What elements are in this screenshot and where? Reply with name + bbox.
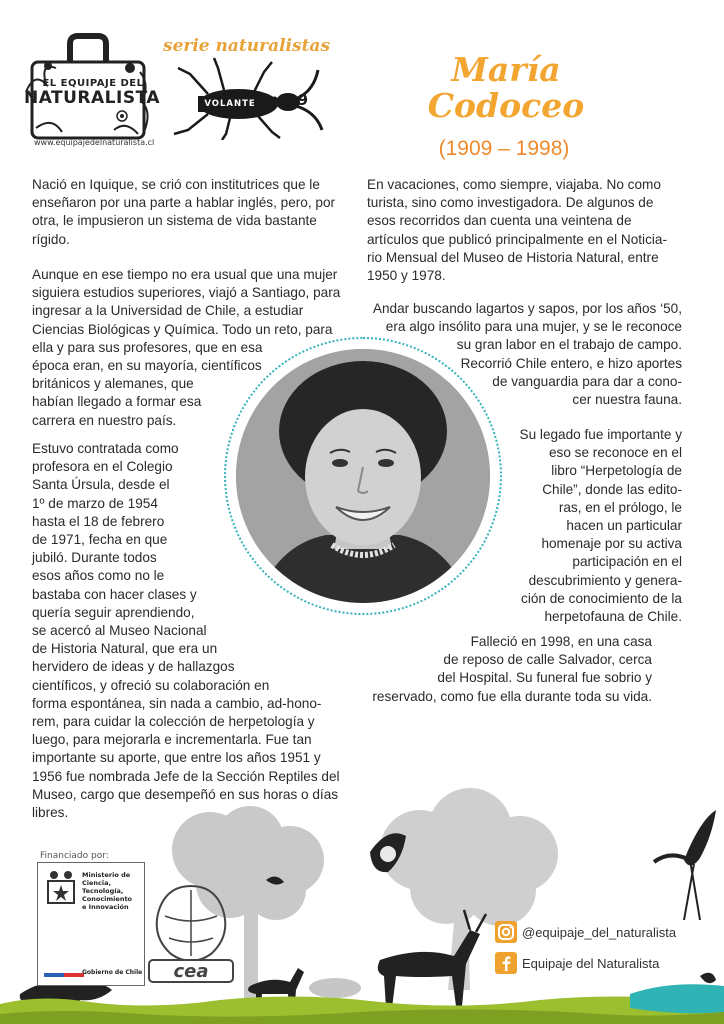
portrait-photo <box>236 349 490 603</box>
text-line: británicos y alemanes, que <box>32 376 194 392</box>
text-line: profesora en el Colegio <box>32 459 173 475</box>
text-line: época eran, en su mayoría, científicos <box>32 358 262 374</box>
text-line: siguiera estudios superiores, viajó a Santiago, para <box>32 285 341 301</box>
instagram-icon[interactable] <box>495 921 517 943</box>
ministry-line: Ciencia, <box>82 879 111 887</box>
text-line: cer nuestra fauna. <box>572 392 682 408</box>
text-line: homenaje por su activa <box>541 536 682 552</box>
text-line: Estuvo contratada como <box>32 441 179 456</box>
text-line: herpetofauna de Chile. <box>544 609 682 625</box>
ministry-line: Ministerio de <box>82 871 131 879</box>
text-line: Aunque en ese tiempo no era usual que una mujer <box>32 267 338 282</box>
text-line: hacen un particular <box>566 518 682 534</box>
text-line: bastaba con hacer clases y <box>32 586 197 602</box>
text-line: 1950 y 1978. <box>367 268 446 284</box>
cea-logo-icon <box>145 876 237 986</box>
text-line: 1956 fue nombrada Jefe de la Sección Reptiles del <box>32 768 340 784</box>
text-line: ella y para sus profesores, que en esa <box>32 339 263 355</box>
text-line: de Historia Natural, que era un <box>32 641 218 657</box>
instagram-handle[interactable]: @equipaje_del_naturalista <box>522 925 677 940</box>
text-line: libro “Herpetología de <box>551 463 682 479</box>
volante-label: VOLANTE <box>198 96 262 112</box>
flag-bar-blue <box>44 973 64 977</box>
text-line: de vanguardia para dar a cono- <box>492 373 682 389</box>
text-line: hervidero de ideas y de hallazgos <box>32 659 235 675</box>
volante-number: nº19 <box>268 91 309 109</box>
text-line: enseñaron por una parte a hablar inglés, pero, por <box>32 195 336 211</box>
text-line: científicos, y ofreció su colaboración en <box>32 677 270 693</box>
text-line: carrera en nuestro país. <box>32 412 177 428</box>
name-last: Codoceo <box>427 86 585 125</box>
text-line: forma espontánea, sin nada a cambio, ad-hono- <box>32 695 322 711</box>
ministry-line: Tecnología, <box>82 887 124 895</box>
text-line: de 1971, fecha en que <box>32 532 168 548</box>
website-link[interactable]: www.equipajedelnaturalista.cl <box>34 138 155 147</box>
text-line: importante su aporte, que entre los años 1951 y <box>32 750 321 766</box>
text-line: su gran labor en el trabajo de campo. <box>456 337 682 353</box>
text-line: descubrimiento y genera- <box>528 572 682 588</box>
text-line: era algo insólito para una mujer, y se le reconoce <box>385 319 682 335</box>
text-line: En vacaciones, como siempre, viajaba. No como <box>367 177 661 192</box>
series-title: serie naturalistas <box>163 36 331 56</box>
left-paragraph-1 <box>32 176 335 249</box>
text-line: Santa Úrsula, desde el <box>32 477 170 493</box>
chile-shield-icon <box>44 869 78 909</box>
text-line: esos recorridos dan cuenta una veintena de <box>367 213 632 229</box>
logo-line2: NATURALISTA <box>23 88 161 108</box>
funded-by-label: Financiado por: <box>40 851 109 861</box>
text-line: Recorrió Chile entero, e hizo aportes <box>460 355 682 371</box>
right-paragraph-4 <box>340 633 652 706</box>
text-line: otra, le impusieron un sistema de vida bastante <box>32 213 317 229</box>
name-first: María <box>451 50 561 89</box>
text-line: rem, para cuidar la colección de herpetología y <box>32 714 315 730</box>
text-line: 1º de marzo de 1954 <box>32 495 158 511</box>
text-line: rio Mensual del Museo de Historia Natural, entre <box>367 249 659 265</box>
text-line: quería seguir aprendiendo, <box>32 604 195 620</box>
text-line: ras, en el prólogo, le <box>558 499 682 515</box>
cea-wordmark: cea <box>173 961 209 982</box>
facebook-icon[interactable] <box>495 952 517 974</box>
text-line: Nació en Iquique, se crió con institutrices que le <box>32 177 320 192</box>
flag-bar-red <box>64 973 84 977</box>
government-label: Gobierno de Chile <box>82 969 143 976</box>
text-line: turista, sino como investigadora. De algunos de <box>367 195 654 211</box>
text-line: reservado, como fue ella durante toda su vida. <box>372 688 652 704</box>
text-line: Andar buscando lagartos y sapos, por los años ‘50, <box>372 301 682 316</box>
life-dates: (1909 – 1998) <box>438 137 570 160</box>
text-line: libres. <box>32 805 69 821</box>
text-line: esos años como no le <box>32 568 165 584</box>
text-line: jubiló. Durante todos <box>32 550 157 566</box>
text-line: se acercó al Museo Nacional <box>32 623 207 639</box>
text-line: Ciencias Biológicas y Química. Todo un reto, para <box>32 321 333 337</box>
text-line: de reposo de calle Salvador, cerca <box>443 652 652 668</box>
text-line: ingresar a la Universidad de Chile, a estudiar <box>32 303 304 319</box>
text-line: Chile”, donde las edito- <box>542 481 682 497</box>
logo-line1: EL EQUIPAJE DEL <box>42 78 144 89</box>
ministry-name <box>82 871 132 911</box>
text-line: habían llegado a formar esa <box>32 394 202 410</box>
text-line: Su legado fue importante y <box>519 427 682 442</box>
ministry-line: e Innovación <box>82 903 129 911</box>
text-line: rígido. <box>32 231 70 247</box>
text-line: hasta el 18 de febrero <box>32 513 165 529</box>
text-line: Museo, cargo que desempeñó en sus horas o días <box>32 786 339 802</box>
text-line: ción de conocimiento de la <box>521 590 682 606</box>
ministry-line: Conocimiento <box>82 895 133 903</box>
right-paragraph-1 <box>367 176 667 285</box>
text-line: del Hospital. Su funeral fue sobrio y <box>437 670 652 686</box>
text-line: eso se reconoce en el <box>548 445 682 461</box>
facebook-page[interactable]: Equipaje del Naturalista <box>522 956 660 971</box>
text-line: artículos que publicó principalmente en el Noticia- <box>367 231 667 247</box>
text-line: Falleció en 1998, en una casa <box>470 634 652 649</box>
text-line: participación en el <box>572 554 682 570</box>
text-line: luego, para mejorarla e incrementarla. Fue tan <box>32 732 312 748</box>
